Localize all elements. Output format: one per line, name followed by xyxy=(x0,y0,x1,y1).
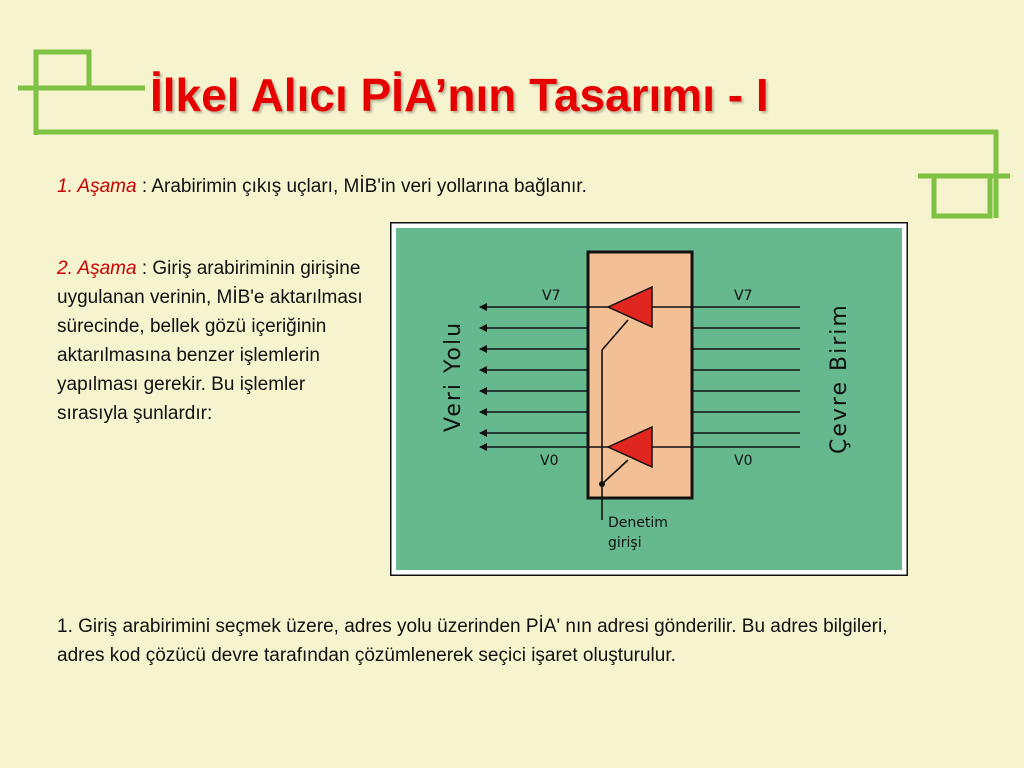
control-node xyxy=(599,481,605,487)
data-bus-label: Veri Yolu xyxy=(441,320,466,432)
left-top-label: V7 xyxy=(542,288,561,304)
control-input-label-1: Denetim xyxy=(608,515,668,531)
step-2-paragraph xyxy=(57,254,367,428)
deco-square-top-left xyxy=(36,52,89,88)
left-bottom-label: V0 xyxy=(540,453,559,469)
pia-diagram xyxy=(390,222,908,576)
right-top-label: V7 xyxy=(734,288,753,304)
step-note-paragraph: 1. Giriş arabirimini seçmek üzere, adres yolu üzerinden PİA' nın adresi gönderilir. Bu adres bilgileri, adres kod çözücü devre tarafından çözümlenerek seçici işaret oluşturulur. xyxy=(57,616,888,666)
deco-square-right xyxy=(934,176,990,216)
step-2-label: 2. Aşama xyxy=(57,258,137,279)
peripheral-label: Çevre Birim xyxy=(827,303,852,454)
right-bottom-label: V0 xyxy=(734,453,753,469)
step-2-text: : Giriş arabiriminin girişine uygulanan verinin, MİB'e aktarılması sürecinde, bellek gözü içeriğinin aktarılmasına benzer işlemlerin yapılması gerekir. Bu işlemler sırasıyla şunlardır: xyxy=(57,258,363,424)
step-1-paragraph xyxy=(57,172,757,201)
step-1-text: : Arabirimin çıkış uçları, MİB'in veri yollarına bağlanır. xyxy=(136,176,587,197)
page-title: İlkel Alıcı PİA’nın Tasarımı - I xyxy=(150,69,769,121)
step-1-label: 1. Aşama xyxy=(57,176,137,197)
control-input-label-2: girişi xyxy=(608,535,642,551)
